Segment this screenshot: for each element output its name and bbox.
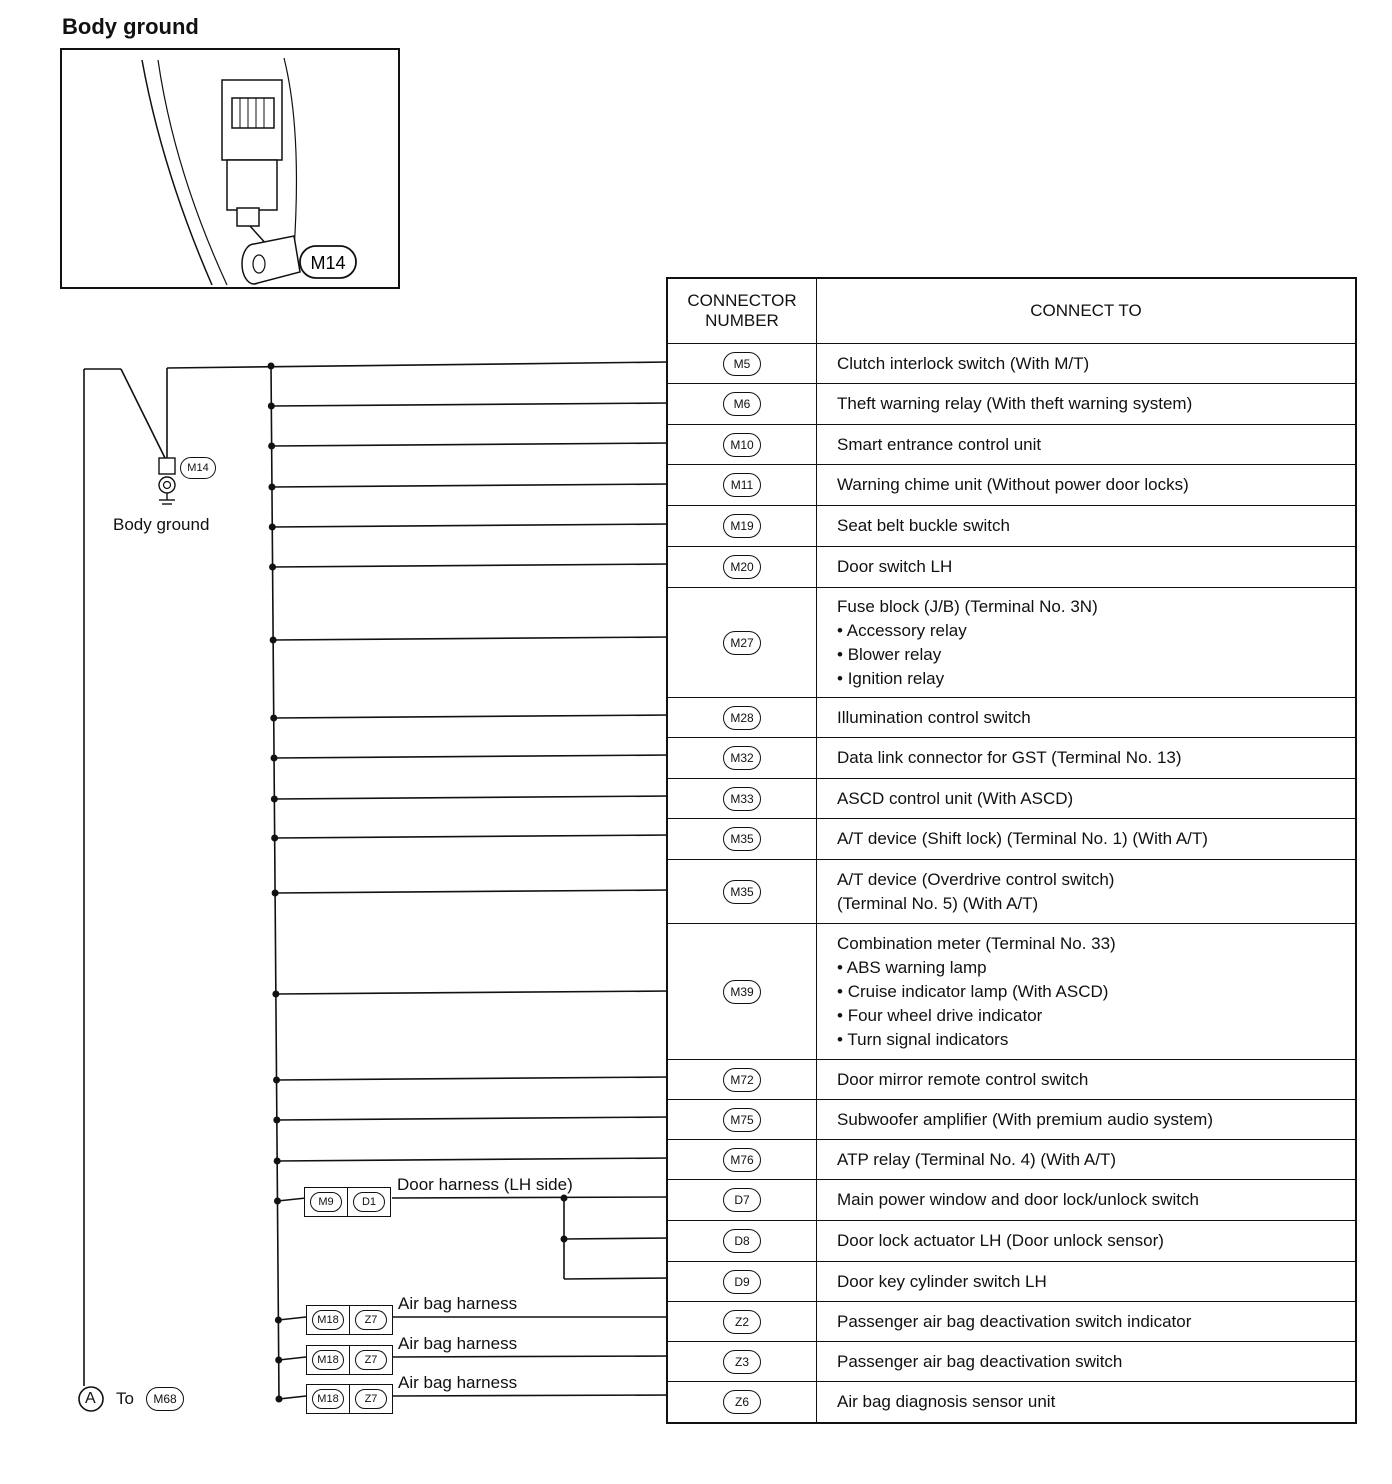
connector-id-badge: D8 [723, 1229, 761, 1253]
table-row [667, 465, 1356, 506]
splice-dot [275, 1357, 282, 1364]
connector-id-badge: M39 [723, 980, 761, 1004]
bullet-item: • ABS warning lamp [837, 956, 1355, 980]
connect-to-text: Passenger air bag deactivation switch indicator [837, 1311, 1192, 1331]
splice-dot [268, 363, 275, 370]
connect-to-cell [817, 465, 1357, 506]
connect-to-cell [817, 860, 1357, 924]
ground-branch-wire [278, 1317, 306, 1320]
connector-number-cell [667, 698, 817, 738]
splice-dot [269, 564, 276, 571]
ground-branch-wire [274, 796, 670, 799]
ground-branch-wire [277, 1158, 670, 1161]
connector-id-badge: Z2 [723, 1310, 761, 1334]
connect-to-text: A/T device (Shift lock) (Terminal No. 1) (With A/T) [837, 829, 1208, 848]
harness-right-id: Z7 [355, 1310, 387, 1330]
connect-to-text: Combination meter (Terminal No. 33) [837, 933, 1116, 953]
connect-to-cell [817, 698, 1357, 738]
harness-connector [304, 1187, 391, 1217]
connector-id-badge: M20 [723, 555, 761, 579]
table-row [667, 779, 1356, 819]
ground-branch-wire [273, 637, 670, 640]
ground-branch-wire [272, 484, 670, 487]
connect-to-cell [817, 1140, 1357, 1180]
splice-dot [271, 835, 278, 842]
connector-number-cell [667, 1302, 817, 1342]
harness-left-id: M18 [312, 1310, 344, 1330]
table-row [667, 588, 1356, 698]
splice-dot [275, 1396, 282, 1403]
connector-id-badge: M76 [723, 1148, 761, 1172]
connector-number-cell [667, 1342, 817, 1382]
splice-dot [271, 755, 278, 762]
connect-to-cell [817, 588, 1357, 698]
connect-to-cell [817, 1180, 1357, 1221]
connect-to-cell [817, 1382, 1357, 1423]
table-row [667, 1302, 1356, 1342]
splice-dot [271, 796, 278, 803]
connect-to-text: (Terminal No. 5) (With A/T) [837, 893, 1039, 913]
connector-number-cell [667, 1060, 817, 1100]
ground-branch-wire [279, 1396, 306, 1399]
table-row [667, 506, 1356, 547]
ground-branch-wire [271, 403, 670, 406]
connector-id-badge: M33 [723, 787, 761, 811]
harness-wire [392, 1395, 674, 1396]
connect-to-text: ATP relay (Terminal No. 4) (With A/T) [837, 1149, 1116, 1169]
connect-to-cell [817, 384, 1357, 425]
connector-number-cell [667, 588, 817, 698]
connect-to-text: Air bag diagnosis sensor unit [837, 1391, 1056, 1411]
ground-label: Body ground [113, 515, 210, 534]
splice-dot [272, 890, 279, 897]
offpage-connector-badge: M68 [146, 1387, 184, 1411]
connect-to-cell [817, 924, 1357, 1060]
connect-to-text: Door key cylinder switch LH [837, 1271, 1047, 1291]
connector-number-cell [667, 779, 817, 819]
connect-to-text: A/T device (Overdrive control switch) [837, 869, 1115, 889]
connector-table [666, 277, 1357, 1424]
connector-number-cell [667, 547, 817, 588]
connect-to-text: Data link connector for GST (Terminal No. 13) [837, 748, 1182, 767]
offpage-to-label: To [116, 1389, 134, 1408]
table-row [667, 344, 1356, 384]
bullet-item: • Turn signal indicators [837, 1028, 1355, 1052]
splice-dot [273, 1117, 280, 1124]
ground-branch-wire [275, 890, 670, 893]
bullet-item: • Ignition relay [837, 667, 1355, 691]
connect-to-text: ASCD control unit (With ASCD) [837, 788, 1074, 808]
connector-number-cell [667, 738, 817, 779]
harness-wire [392, 1197, 672, 1198]
connect-to-text: Subwoofer amplifier (With premium audio system) [837, 1109, 1214, 1129]
connect-to-cell [817, 1262, 1357, 1302]
connect-to-cell [817, 779, 1357, 819]
connector-id-badge: M10 [723, 433, 761, 457]
harness-label: Air bag harness [398, 1294, 518, 1313]
connector-number-cell [667, 1382, 817, 1423]
connect-to-cell [817, 1060, 1357, 1100]
ground-branch-wire [277, 1117, 670, 1120]
table-row [667, 738, 1356, 779]
harness-left-id: M18 [312, 1350, 344, 1370]
offpage-marker: A [85, 1390, 96, 1407]
splice-dot [274, 1158, 281, 1165]
ground-branch-wire [275, 835, 670, 838]
table-row [667, 860, 1356, 924]
connector-id-badge: M19 [723, 514, 761, 538]
splice-dot [270, 715, 277, 722]
ground-connector-badge: M14 [180, 457, 216, 479]
ground-branch-wire [272, 443, 670, 446]
connect-to-text: Smart entrance control unit [837, 434, 1042, 454]
splice-dot [273, 1077, 280, 1084]
connector-number-cell [667, 384, 817, 425]
connector-number-cell [667, 344, 817, 384]
connector-number-cell [667, 425, 817, 465]
bullet-list [837, 619, 1355, 691]
ground-branch-wire [274, 715, 670, 718]
connector-id-badge: M75 [723, 1108, 761, 1132]
connector-id-badge: M5 [723, 352, 761, 376]
connect-to-cell [817, 1100, 1357, 1140]
table-row [667, 1382, 1356, 1423]
harness-left-id: M18 [312, 1389, 344, 1409]
connect-to-cell [817, 425, 1357, 465]
connector-number-cell [667, 506, 817, 547]
inset-connector-label: M14 [310, 253, 346, 273]
harness-label: Air bag harness [398, 1373, 518, 1392]
harness-right-id: D1 [353, 1192, 385, 1212]
ground-branch-wire [273, 564, 670, 567]
splice-dot [268, 484, 275, 491]
connector-id-badge: M27 [723, 631, 761, 655]
ground-branch-wire [277, 1077, 670, 1080]
splice-dot [268, 403, 275, 410]
harness-wire [392, 1356, 674, 1357]
connect-to-cell [817, 1342, 1357, 1382]
splice-dot [272, 991, 279, 998]
connector-number-cell [667, 860, 817, 924]
connector-number-cell [667, 819, 817, 860]
harness-left-id: M9 [310, 1192, 342, 1212]
harness-label: Air bag harness [398, 1334, 518, 1353]
connect-to-text: Fuse block (J/B) (Terminal No. 3N) [837, 596, 1098, 616]
connector-id-badge: D7 [723, 1188, 761, 1212]
connector-number-cell [667, 465, 817, 506]
harness-label: Door harness (LH side) [397, 1175, 573, 1194]
table-row [667, 1180, 1356, 1221]
connect-to-text: Passenger air bag deactivation switch [837, 1351, 1123, 1371]
splice-dot [274, 1198, 281, 1205]
connector-number-cell [667, 924, 817, 1060]
splice-dot [275, 1317, 282, 1324]
connector-id-badge: M6 [723, 392, 761, 416]
bullet-item: • Blower relay [837, 643, 1355, 667]
table-row [667, 698, 1356, 738]
connector-number-cell [667, 1221, 817, 1262]
connector-id-badge: Z3 [723, 1350, 761, 1374]
harness-connector [306, 1384, 393, 1414]
bullet-item: • Cruise indicator lamp (With ASCD) [837, 980, 1355, 1004]
connector-id-badge: D9 [723, 1270, 761, 1294]
table-row [667, 819, 1356, 860]
connector-id-badge: M35 [723, 827, 761, 851]
connector-id-badge: Z6 [723, 1390, 761, 1414]
connect-to-text: Door switch LH [837, 557, 953, 576]
connector-id-badge: M35 [723, 880, 761, 904]
table-row [667, 1100, 1356, 1140]
ground-branch-wire [276, 991, 670, 994]
table-row [667, 924, 1356, 1060]
connect-to-text: Seat belt buckle switch [837, 516, 1010, 535]
table-row [667, 1221, 1356, 1262]
splice-dot [269, 524, 276, 531]
table-row [667, 425, 1356, 465]
splice-dot [268, 443, 275, 450]
connect-to-text: Theft warning relay (With theft warning system) [837, 394, 1193, 413]
connector-number-cell [667, 1140, 817, 1180]
connect-to-cell [817, 1302, 1357, 1342]
bullet-list [837, 956, 1355, 1052]
connect-to-text: Illumination control switch [837, 707, 1031, 727]
table-row [667, 1262, 1356, 1302]
connector-id-badge: M11 [723, 473, 761, 497]
harness-connector [306, 1345, 393, 1375]
bullet-item: • Accessory relay [837, 619, 1355, 643]
connector-number-cell [667, 1262, 817, 1302]
harness-right-id: Z7 [355, 1350, 387, 1370]
connect-to-cell [817, 1221, 1357, 1262]
connector-id-badge: M32 [723, 746, 761, 770]
splice-dot [270, 637, 277, 644]
page-title: Body ground [62, 14, 199, 39]
connector-id-badge: M28 [723, 706, 761, 730]
bullet-item: • Four wheel drive indicator [837, 1004, 1355, 1028]
harness-connector [306, 1305, 393, 1335]
connect-to-cell [817, 819, 1357, 860]
table-row [667, 1342, 1356, 1382]
harness-right-id: Z7 [355, 1389, 387, 1409]
connector-number-cell [667, 1180, 817, 1221]
table-row [667, 1140, 1356, 1180]
ground-branch-wire [277, 1198, 306, 1201]
connect-to-text: Clutch interlock switch (With M/T) [837, 353, 1090, 373]
connect-to-cell [817, 506, 1357, 547]
connect-to-cell [817, 547, 1357, 588]
connect-to-text: Main power window and door lock/unlock switch [837, 1190, 1199, 1209]
table-row [667, 547, 1356, 588]
connect-to-cell [817, 738, 1357, 779]
connect-to-text: Door mirror remote control switch [837, 1069, 1089, 1089]
table-row [667, 1060, 1356, 1100]
connector-id-badge: M72 [723, 1068, 761, 1092]
ground-branch-wire [279, 1357, 306, 1360]
connect-to-text: Door lock actuator LH (Door unlock sensor) [837, 1231, 1164, 1250]
table-row [667, 384, 1356, 425]
ground-branch-wire [274, 755, 670, 758]
header-connector-number: CONNECTOR NUMBER [667, 278, 817, 344]
connect-to-cell [817, 344, 1357, 384]
header-connect-to: CONNECT TO [817, 278, 1357, 344]
connect-to-text: Warning chime unit (Without power door locks) [837, 475, 1189, 494]
ground-branch-wire [272, 524, 670, 527]
connector-number-cell [667, 1100, 817, 1140]
